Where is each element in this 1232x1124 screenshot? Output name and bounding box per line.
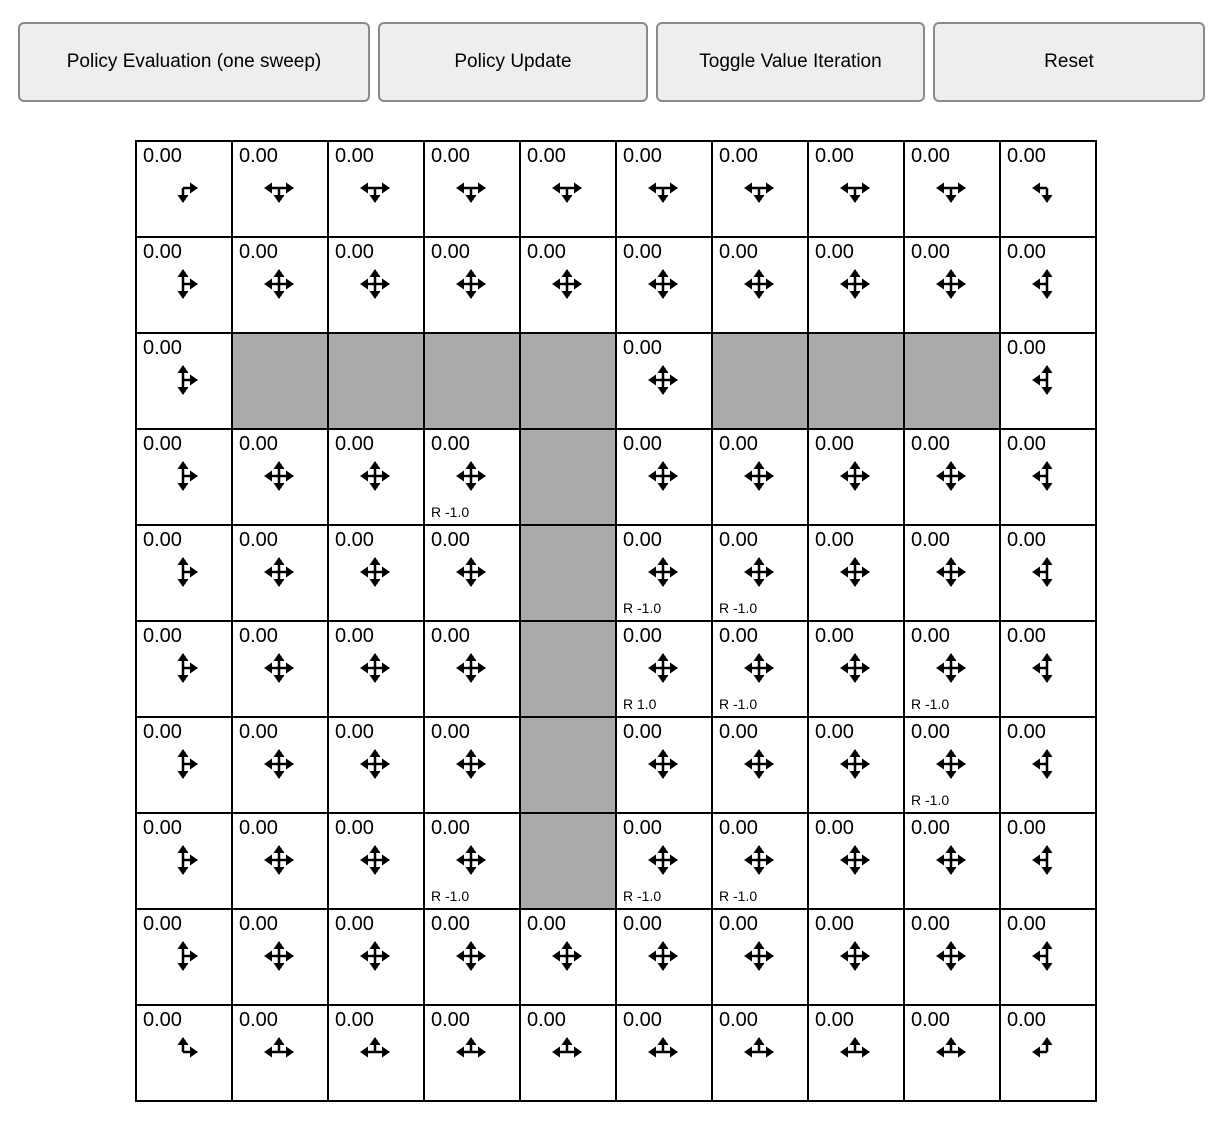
grid-cell[interactable] [711,908,809,1006]
cell-value: 0.00 [143,721,182,743]
cell-value: 0.00 [239,145,278,167]
grid-cell[interactable] [807,1004,905,1102]
grid-cell[interactable] [807,812,905,910]
grid-cell[interactable] [231,140,329,238]
grid-cell[interactable] [615,140,713,238]
cell-value: 0.00 [239,529,278,551]
cell-value: 0.00 [1007,721,1046,743]
cell-value: 0.00 [239,1009,278,1031]
grid-cell[interactable] [711,428,809,526]
grid-cell[interactable] [999,620,1097,718]
cell-reward: R -1.0 [431,504,470,520]
grid-cell[interactable] [423,812,521,910]
grid-cell[interactable] [999,908,1097,1006]
grid-cell[interactable] [135,908,233,1006]
grid-cell[interactable] [615,812,713,910]
cell-value: 0.00 [623,337,662,359]
cell-value: 0.00 [431,529,470,551]
grid-cell-wall [711,332,809,430]
grid-cell[interactable] [903,620,1001,718]
cell-value: 0.00 [1007,1009,1046,1031]
grid-cell[interactable] [231,428,329,526]
cell-reward: R -1.0 [719,600,758,616]
gridworld [135,140,1097,1102]
cell-value: 0.00 [239,721,278,743]
grid-cell-wall [519,812,617,910]
cell-value: 0.00 [911,433,950,455]
grid-cell[interactable] [519,908,617,1006]
cell-reward: R -1.0 [719,696,758,712]
grid-cell[interactable] [423,1004,521,1102]
cell-value: 0.00 [431,625,470,647]
cell-value: 0.00 [335,721,374,743]
cell-value: 0.00 [239,433,278,455]
grid-cell-wall [519,428,617,526]
cell-reward: R -1.0 [911,696,950,712]
grid-cell[interactable] [615,428,713,526]
cell-value: 0.00 [911,817,950,839]
toggle-value-iteration-button[interactable]: Toggle Value Iteration [656,22,925,102]
grid-cell[interactable] [711,812,809,910]
cell-value: 0.00 [1007,241,1046,263]
grid-cell[interactable] [327,140,425,238]
cell-value: 0.00 [815,145,854,167]
grid-cell[interactable] [711,524,809,622]
grid-cell-wall [231,332,329,430]
grid-cell[interactable] [423,236,521,334]
policy-update-button[interactable]: Policy Update [378,22,648,102]
cell-value: 0.00 [143,913,182,935]
grid-cell-wall [327,332,425,430]
grid-cell[interactable] [711,620,809,718]
grid-cell-wall [519,524,617,622]
grid-cell[interactable] [903,908,1001,1006]
cell-value: 0.00 [335,241,374,263]
cell-reward: R -1.0 [719,888,758,904]
cell-value: 0.00 [143,433,182,455]
cell-value: 0.00 [719,625,758,647]
cell-value: 0.00 [143,529,182,551]
grid-cell[interactable] [519,236,617,334]
grid-cell[interactable] [903,1004,1001,1102]
grid-cell[interactable] [231,812,329,910]
grid-cell[interactable] [903,236,1001,334]
cell-value: 0.00 [527,1009,566,1031]
grid-cell[interactable] [807,524,905,622]
cell-value: 0.00 [431,145,470,167]
grid-cell-wall [519,332,617,430]
cell-value: 0.00 [1007,433,1046,455]
cell-value: 0.00 [815,721,854,743]
cell-value: 0.00 [815,817,854,839]
toolbar [18,22,1205,102]
cell-value: 0.00 [431,241,470,263]
cell-value: 0.00 [335,625,374,647]
grid-cell[interactable] [231,620,329,718]
grid-cell[interactable] [423,524,521,622]
cell-reward: R -1.0 [431,888,470,904]
grid-cell[interactable] [999,332,1097,430]
grid-cell-wall [903,332,1001,430]
grid-cell[interactable] [615,908,713,1006]
cell-value: 0.00 [719,433,758,455]
cell-value: 0.00 [911,145,950,167]
grid-cell[interactable] [903,716,1001,814]
grid-cell[interactable] [135,716,233,814]
grid-cell[interactable] [903,428,1001,526]
cell-value: 0.00 [911,721,950,743]
cell-value: 0.00 [623,241,662,263]
cell-value: 0.00 [815,1009,854,1031]
grid-cell[interactable] [999,524,1097,622]
cell-value: 0.00 [623,433,662,455]
grid-cell[interactable] [423,716,521,814]
grid-cell[interactable] [711,716,809,814]
grid-cell[interactable] [615,236,713,334]
cell-value: 0.00 [239,625,278,647]
cell-value: 0.00 [335,529,374,551]
cell-value: 0.00 [623,625,662,647]
grid-cell[interactable] [999,716,1097,814]
grid-cell[interactable] [135,1004,233,1102]
cell-value: 0.00 [623,721,662,743]
grid-cell[interactable] [135,524,233,622]
grid-cell[interactable] [999,140,1097,238]
grid-cell[interactable] [807,620,905,718]
cell-value: 0.00 [911,241,950,263]
cell-reward: R -1.0 [623,888,662,904]
grid-cell[interactable] [231,716,329,814]
grid-cell[interactable] [711,1004,809,1102]
cell-value: 0.00 [719,817,758,839]
cell-value: 0.00 [623,913,662,935]
policy-evaluation-button[interactable]: Policy Evaluation (one sweep) [18,22,370,102]
cell-value: 0.00 [143,817,182,839]
grid-cell[interactable] [615,620,713,718]
cell-value: 0.00 [815,913,854,935]
cell-value: 0.00 [623,817,662,839]
grid-cell[interactable] [615,332,713,430]
grid-cell[interactable] [327,620,425,718]
grid-cell[interactable] [711,140,809,238]
cell-value: 0.00 [527,913,566,935]
reset-button[interactable]: Reset [933,22,1205,102]
grid-cell[interactable] [807,236,905,334]
cell-value: 0.00 [431,817,470,839]
grid-cell[interactable] [999,428,1097,526]
grid-cell[interactable] [423,620,521,718]
grid-cell[interactable] [711,236,809,334]
grid-cell-wall [519,620,617,718]
grid-cell[interactable] [519,1004,617,1102]
grid-cell[interactable] [807,908,905,1006]
grid-cell[interactable] [615,716,713,814]
cell-value: 0.00 [335,145,374,167]
cell-value: 0.00 [1007,529,1046,551]
cell-value: 0.00 [335,817,374,839]
cell-reward: R 1.0 [623,696,657,712]
grid-cell[interactable] [231,236,329,334]
grid-cell[interactable] [327,812,425,910]
grid-cell[interactable] [807,716,905,814]
cell-value: 0.00 [431,1009,470,1031]
cell-value: 0.00 [143,145,182,167]
cell-value: 0.00 [335,913,374,935]
cell-value: 0.00 [1007,913,1046,935]
cell-value: 0.00 [1007,145,1046,167]
grid-cell[interactable] [135,620,233,718]
grid-cell[interactable] [999,1004,1097,1102]
grid-cell-wall [423,332,521,430]
cell-reward: R -1.0 [623,600,662,616]
cell-value: 0.00 [431,433,470,455]
cell-reward: R -1.0 [911,792,950,808]
cell-value: 0.00 [719,721,758,743]
grid-cell[interactable] [807,428,905,526]
cell-value: 0.00 [239,913,278,935]
grid-cell[interactable] [231,524,329,622]
cell-value: 0.00 [815,241,854,263]
grid-cell[interactable] [327,1004,425,1102]
grid-cell[interactable] [423,140,521,238]
grid-cell-wall [807,332,905,430]
grid-cell[interactable] [903,140,1001,238]
grid-cell[interactable] [327,524,425,622]
grid-cell[interactable] [999,812,1097,910]
cell-value: 0.00 [719,145,758,167]
grid-cell[interactable] [999,236,1097,334]
cell-value: 0.00 [911,1009,950,1031]
cell-value: 0.00 [1007,337,1046,359]
cell-value: 0.00 [1007,625,1046,647]
grid-cell-wall [519,716,617,814]
grid-cell[interactable] [231,1004,329,1102]
cell-value: 0.00 [143,1009,182,1031]
cell-value: 0.00 [431,913,470,935]
cell-value: 0.00 [719,1009,758,1031]
cell-value: 0.00 [911,529,950,551]
grid-cell[interactable] [327,428,425,526]
cell-value: 0.00 [911,913,950,935]
cell-value: 0.00 [431,721,470,743]
grid-cell[interactable] [231,908,329,1006]
cell-value: 0.00 [239,241,278,263]
grid-cell[interactable] [615,524,713,622]
cell-value: 0.00 [335,1009,374,1031]
grid-cell[interactable] [423,908,521,1006]
grid-cell[interactable] [519,140,617,238]
cell-value: 0.00 [719,913,758,935]
grid-cell[interactable] [807,140,905,238]
grid-cell[interactable] [327,908,425,1006]
cell-value: 0.00 [1007,817,1046,839]
grid-cell[interactable] [135,332,233,430]
grid-cell[interactable] [903,524,1001,622]
cell-value: 0.00 [719,529,758,551]
cell-value: 0.00 [911,625,950,647]
cell-value: 0.00 [623,529,662,551]
cell-value: 0.00 [527,145,566,167]
grid-cell[interactable] [135,140,233,238]
cell-value: 0.00 [143,337,182,359]
cell-value: 0.00 [815,433,854,455]
grid-cell[interactable] [423,428,521,526]
cell-value: 0.00 [143,241,182,263]
grid-cell[interactable] [327,716,425,814]
cell-value: 0.00 [623,145,662,167]
grid-cell[interactable] [135,236,233,334]
cell-value: 0.00 [815,529,854,551]
cell-value: 0.00 [815,625,854,647]
grid-cell[interactable] [135,428,233,526]
grid-cell[interactable] [615,1004,713,1102]
cell-value: 0.00 [143,625,182,647]
cell-value: 0.00 [335,433,374,455]
cell-value: 0.00 [719,241,758,263]
cell-value: 0.00 [623,1009,662,1031]
cell-value: 0.00 [527,241,566,263]
grid-cell[interactable] [903,812,1001,910]
cell-value: 0.00 [239,817,278,839]
grid-cell[interactable] [327,236,425,334]
grid-cell[interactable] [135,812,233,910]
